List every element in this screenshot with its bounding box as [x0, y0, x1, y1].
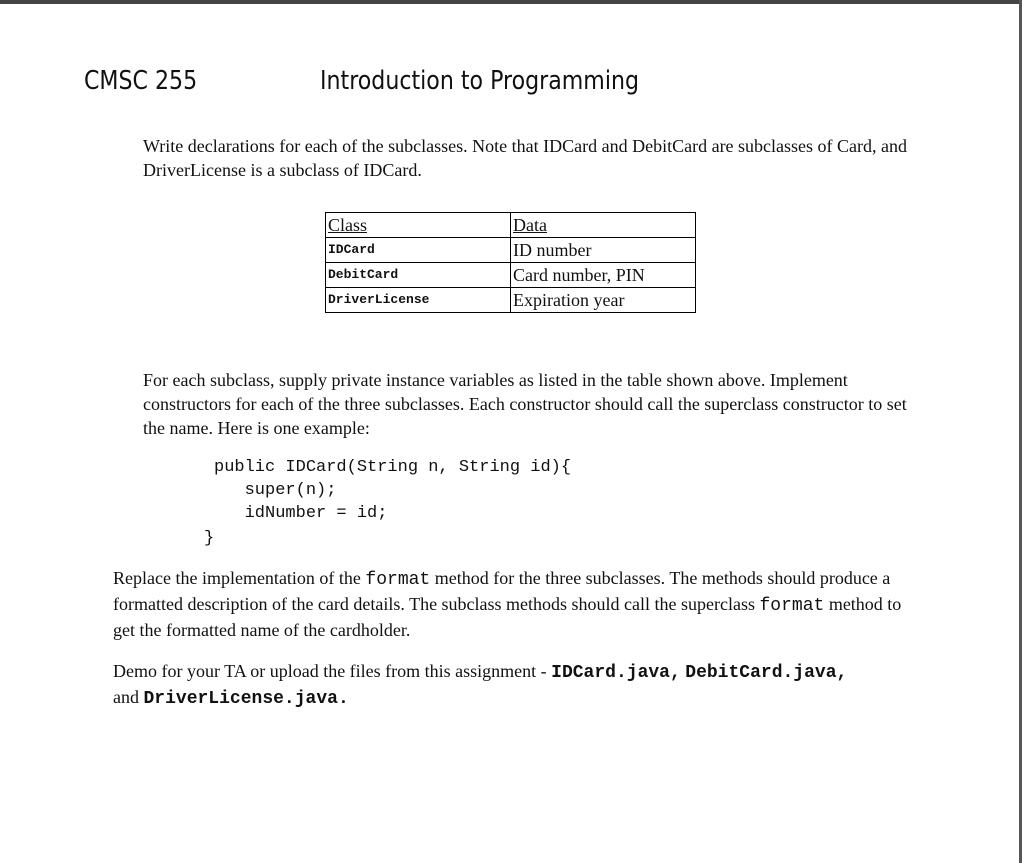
code-line: idNumber = id;	[214, 504, 388, 523]
text: method for the three subclasses. The methods should produce a formatted description of the card details. The subclass methods should call the superclass	[113, 568, 891, 614]
class-data-table	[325, 212, 696, 313]
data-cell: Expiration year	[511, 288, 696, 313]
code-line: public IDCard(String n, String id){	[214, 458, 572, 477]
data-cell: ID number	[511, 238, 696, 263]
filename: IDCard.java,	[551, 663, 681, 683]
page-title: Introduction to Programming	[320, 66, 640, 96]
header-class: Class	[326, 213, 511, 238]
class-cell: IDCard	[326, 238, 511, 263]
text: and	[113, 687, 144, 707]
table-row	[326, 288, 696, 313]
code-term: format	[759, 596, 825, 616]
course-code: CMSC 255	[84, 66, 198, 96]
window-top-border	[0, 0, 1022, 4]
data-cell: Card number, PIN	[511, 263, 696, 288]
instructions-paragraph: For each subclass, supply private instance variables as listed in the table shown above. Implement constructors for each of the three subclasses. Each constructor should call the superclass constructor to set the name. Here is one example:	[143, 370, 907, 438]
code-line: super(n);	[214, 481, 337, 500]
code-line: }	[204, 529, 215, 548]
table-row	[326, 263, 696, 288]
class-cell: DriverLicense	[326, 288, 511, 313]
filename: DebitCard.java,	[685, 663, 848, 683]
filename: DriverLicense.java	[143, 689, 338, 709]
text: Replace the implementation of the	[113, 568, 366, 588]
table-header-row	[326, 213, 696, 238]
code-term: format	[365, 570, 431, 590]
intro-paragraph: Write declarations for each of the subclasses. Note that IDCard and DebitCard are subclasses of Card, and DriverLicense is a subclass of IDCard.	[143, 136, 908, 180]
header-data: Data	[511, 213, 696, 238]
table-row	[326, 238, 696, 263]
class-cell: DebitCard	[326, 263, 511, 288]
text: method to get the formatted name of the cardholder.	[113, 594, 902, 640]
demo-paragraph	[113, 659, 933, 711]
format-paragraph	[113, 566, 913, 642]
text: Demo for your TA or upload the files from this assignment -	[113, 661, 552, 681]
text: .	[337, 689, 349, 709]
